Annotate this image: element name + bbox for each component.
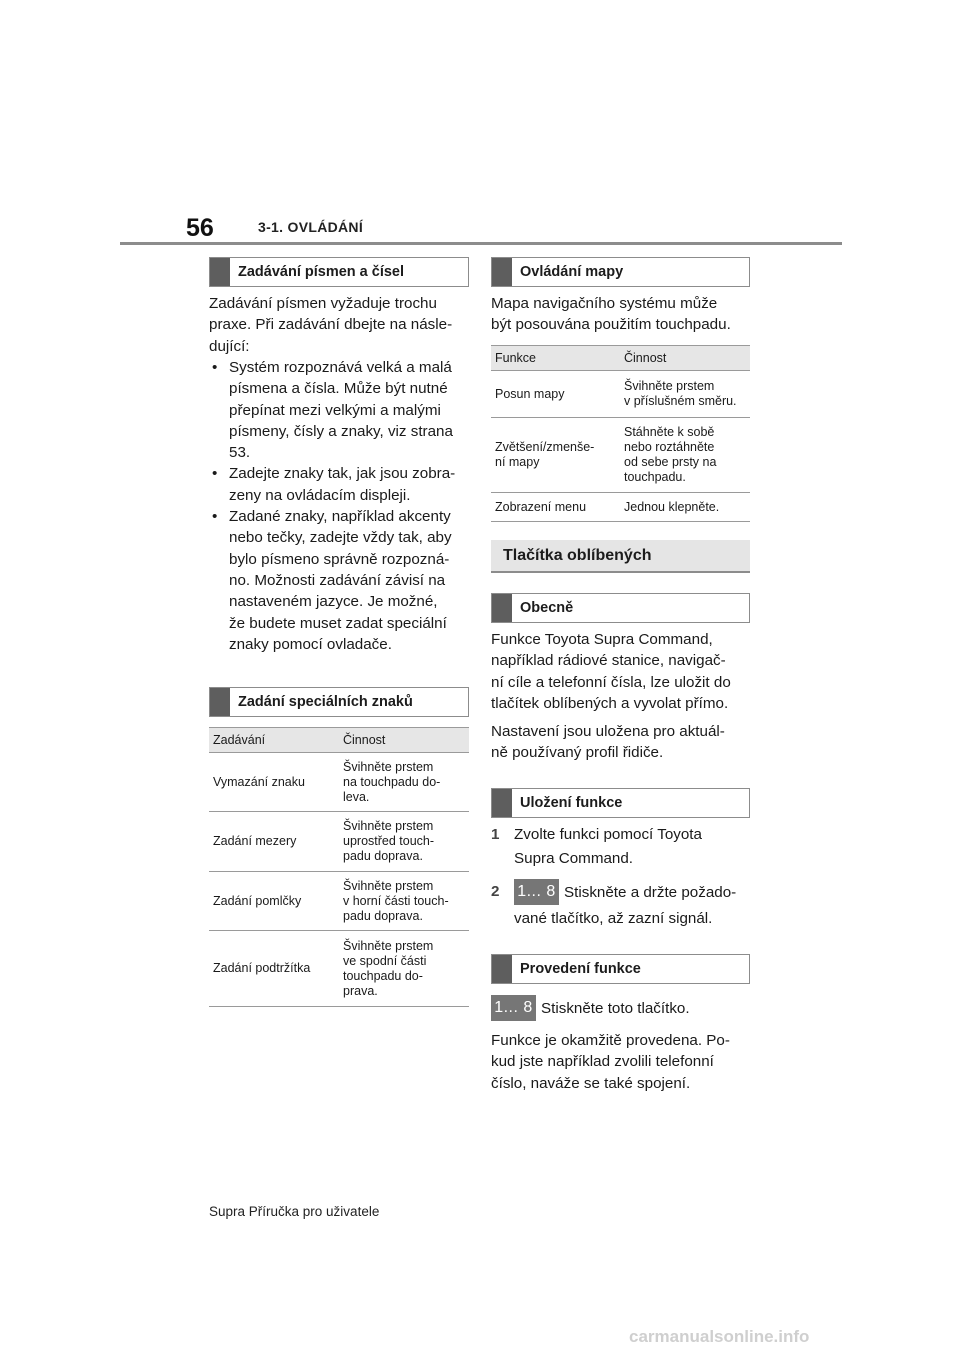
step-2-text-a: Stiskněte a držte požado- (564, 884, 737, 901)
cell-action: Stáhněte k sobě nebo roztáhněte od sebe prsty na touchpadu. (620, 418, 750, 493)
table-row (209, 931, 469, 1007)
bullet-item: • Zadané znaky, například akcenty nebo tečky, zadejte vždy tak, aby bylo písmeno správně rozpozná- no. Možnosti zadávání závisí na nastaveném jazyce. Je možné, že budete muset zadat speciální znaky pomocí ovladače. (209, 506, 471, 655)
special-chars-table (209, 727, 469, 1007)
letters-intro: Zadávání písmen vyžaduje trochu praxe. Při zadávání dbejte na násle- dující: (209, 295, 453, 355)
section-heading-letters (209, 257, 469, 287)
heading-text: Zadávání písmen a čísel (238, 264, 405, 280)
favorites-general-p2: Nastavení jsou uložena pro aktuál- ně používaný profil řidiče. (491, 723, 725, 762)
heading-text: Zadání speciálních znaků (238, 694, 413, 710)
bullet-item: • Systém rozpoznává velká a malá písmena a čísla. Může být nutné přepínat mezi velkými a malými písmeny, čísly a znaky, viz strana 53. (209, 357, 471, 463)
page-number: 56 (186, 214, 214, 242)
table-row (209, 812, 469, 872)
step-text: Zvolte funkci pomocí Toyota Supra Command. (514, 826, 702, 867)
cell-input: Zadání podtržítka (209, 931, 339, 1007)
section-heading-map (491, 257, 750, 287)
column-header: Zadávání (209, 728, 339, 753)
map-controls-table (491, 345, 750, 522)
table-header-row (209, 728, 469, 753)
cell-action: Jednou klepněte. (620, 493, 750, 522)
execute-text: Stiskněte toto tlačítko. (541, 1000, 690, 1017)
column-header: Činnost (620, 346, 750, 371)
column-header: Funkce (491, 346, 620, 371)
cell-input: Vymazání znaku (209, 753, 339, 812)
table-row (209, 753, 469, 812)
table-row (491, 493, 750, 522)
heading-marker (492, 955, 512, 983)
heading-text: Obecně (520, 600, 574, 616)
cell-function: Zobrazení menu (491, 493, 620, 522)
heading-text: Ovládání mapy (520, 264, 624, 280)
section-heading-execute (491, 954, 750, 984)
table-row (491, 418, 750, 493)
heading-marker (492, 594, 512, 622)
table-header-row (491, 346, 750, 371)
favorites-general-p1: Funkce Toyota Supra Command, například rádiové stanice, navigač- ní cíle a telefonní čísla, lze uložit do tlačítek oblíbených a vyvolat přímo. (491, 631, 731, 712)
cell-input: Zadání pomlčky (209, 872, 339, 931)
heading-marker (210, 688, 230, 716)
map-intro: Mapa navigačního systému může být posouvána použitím touchpadu. (491, 295, 731, 334)
bullet-item: • Zadejte znaky tak, jak jsou zobra- zeny na ovládacím displeji. (209, 463, 471, 506)
heading-text: Provedení funkce (520, 961, 641, 977)
heading-marker (492, 258, 512, 286)
chapter-title: 3-1. OVLÁDÁNÍ (258, 219, 364, 235)
cell-action: Švihněte prstem na touchpadu do- leva. (339, 753, 469, 812)
section-heading-save (491, 788, 750, 818)
favorite-keycap-icon: 1... 8 (491, 995, 536, 1021)
footer-title: Supra Příručka pro uživatele (209, 1204, 380, 1219)
cell-function: Posun mapy (491, 371, 620, 418)
section-heading-general (491, 593, 750, 623)
section-heading-favorites: Tlačítka oblíbených (491, 540, 750, 573)
watermark: carmanualsonline.info (629, 1327, 810, 1346)
cell-function: Zvětšení/zmenše- ní mapy (491, 418, 620, 493)
header-divider (120, 242, 842, 245)
step-2-text-b: vané tlačítko, až zazní signál. (514, 910, 713, 927)
favorite-keycap-icon: 1... 8 (514, 879, 559, 905)
column-header: Činnost (339, 728, 469, 753)
table-row (491, 371, 750, 418)
cell-input: Zadání mezery (209, 812, 339, 872)
cell-action: Švihněte prstem v příslušném směru. (620, 371, 750, 418)
table-row (209, 872, 469, 931)
cell-action: Švihněte prstem v horní části touch- padu doprava. (339, 872, 469, 931)
heading-marker (492, 789, 512, 817)
step-number: 2 (491, 883, 500, 900)
step-1 (491, 823, 753, 871)
heading-marker (210, 258, 230, 286)
cell-action: Švihněte prstem ve spodní části touchpadu do- prava. (339, 931, 469, 1007)
heading-text: Uložení funkce (520, 795, 623, 811)
execute-paragraph: Funkce je okamžitě provedena. Po- kud jste například zvolili telefonní číslo, naváže se také spojení. (491, 1032, 730, 1092)
letters-bullets (209, 357, 471, 655)
cell-action: Švihněte prstem uprostřed touch- padu doprava. (339, 812, 469, 872)
section-heading-special-chars (209, 687, 469, 717)
step-number: 1 (491, 826, 500, 843)
